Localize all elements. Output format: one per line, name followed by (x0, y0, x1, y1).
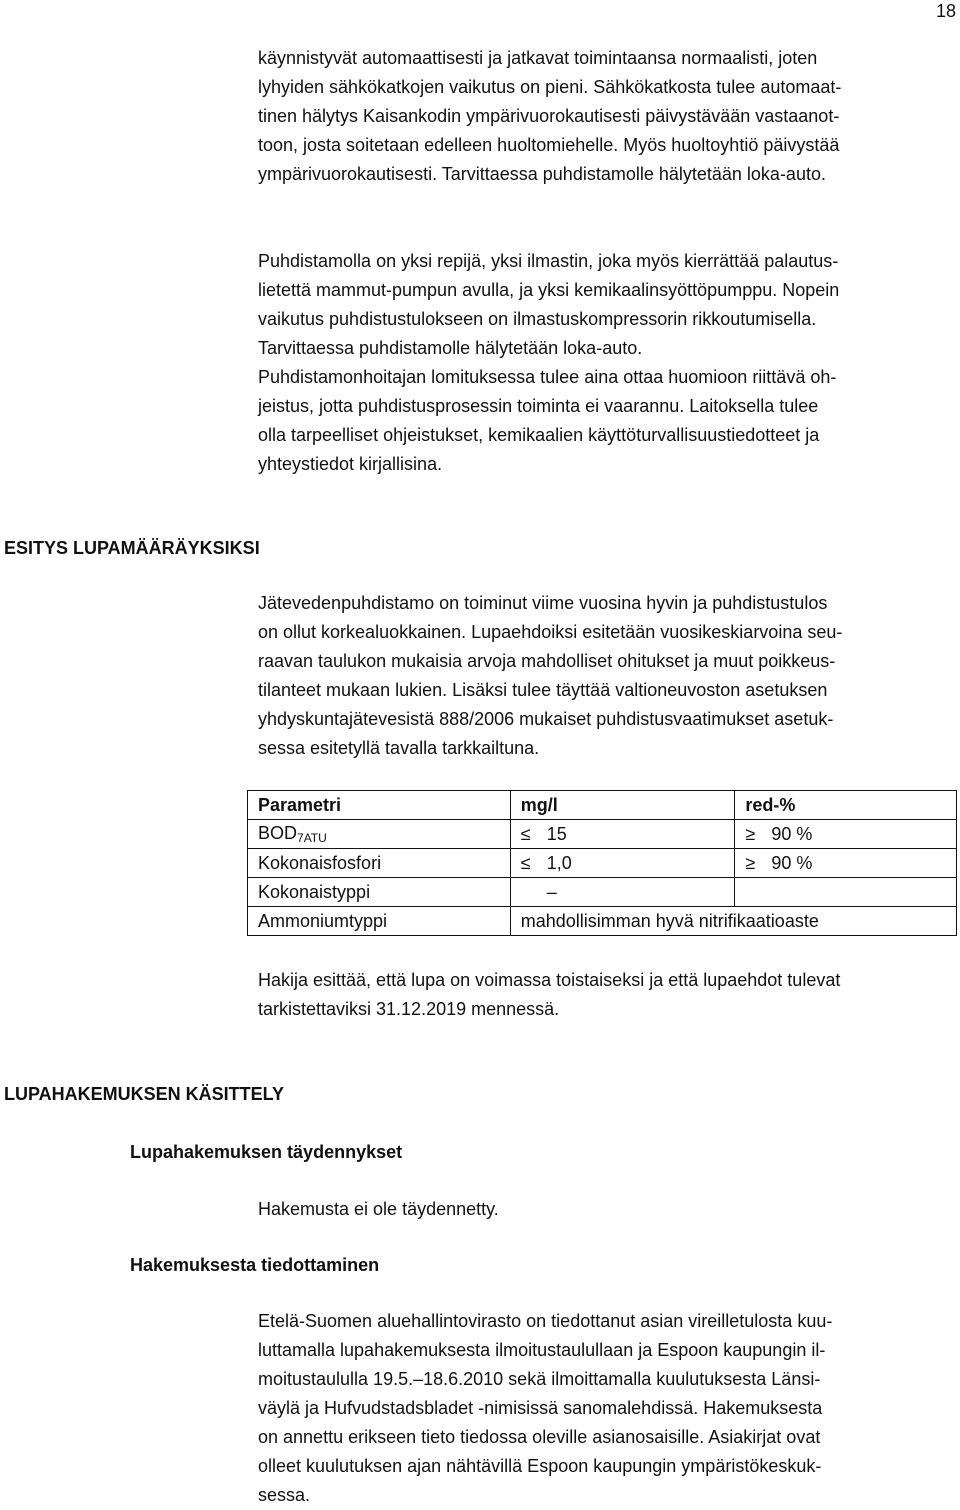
parameter-name: BOD (258, 823, 298, 843)
greater-equal-symbol: ≥ (745, 852, 756, 873)
mgl-value: mahdollisimman hyvä nitrifikaatioaste (520, 910, 819, 931)
intro-paragraph (258, 44, 956, 189)
text-line: toon, josta soitetaan edelleen huoltomiehelle. Myös huoltoyhtiö päivystää (258, 135, 840, 155)
column-header-reduction: red-% (735, 791, 957, 820)
text-line: vaikutus puhdistustulokseen on ilmastuskompressorin rikkoutumisella. (258, 309, 817, 329)
text-line: on annettu erikseen tieto tiedossa oleville asianosaisille. Asiakirjat ovat (258, 1427, 821, 1447)
table-row (248, 820, 957, 849)
text-line: olla tarpeelliset ohjeistukset, kemikaalien käyttöturvallisuustiedotteet ja (258, 425, 820, 445)
less-equal-symbol: ≤ (520, 823, 531, 844)
table-header-row (248, 791, 957, 820)
mgl-value: 1,0 (546, 852, 572, 873)
parameter-subscript: 7ATU (297, 831, 327, 845)
text-line: raavan taulukon mukaisia arvoja mahdolliset ohitukset ja muut poikkeus- (258, 651, 836, 671)
validity-paragraph (258, 966, 956, 1024)
reduction-cell (735, 849, 957, 878)
parameter-name: Kokonaistyppi (258, 881, 371, 902)
table-row (248, 878, 957, 907)
reduction-value: 90 % (771, 823, 813, 844)
parameter-cell (248, 907, 511, 936)
parameter-name: Ammoniumtyppi (258, 910, 388, 931)
reduction-value: 90 % (771, 852, 813, 873)
less-equal-symbol: ≤ (520, 852, 531, 873)
text-line: Puhdistamonhoitajan lomituksessa tulee aina ottaa huomioon riittävä oh- (258, 367, 837, 387)
permit-limits-table (247, 790, 957, 936)
mgl-cell (510, 878, 735, 907)
page-number: 18 (935, 1, 956, 21)
tiedottaminen-paragraph (258, 1307, 956, 1510)
text-line: yhdyskuntajätevesistä 888/2006 mukaiset puhdistusvaatimukset asetuk- (258, 709, 834, 729)
table-row (248, 907, 957, 936)
text-line: Tarvittaessa puhdistamolle hälytetään loka-auto. (258, 338, 643, 358)
text-line: moitustaululla 19.5.–18.6.2010 sekä ilmoittamalla kuulutuksesta Länsi- (258, 1369, 821, 1389)
text-line: olleet kuulutuksen ajan nähtävillä Espoon kaupungin ympäristökeskuk- (258, 1456, 822, 1476)
reduction-cell (735, 820, 957, 849)
parameter-cell (248, 878, 511, 907)
text-line: jeistus, jotta puhdistusprosessin toiminta ei vaarannu. Laitoksella tulee (258, 396, 819, 416)
table-row (248, 849, 957, 878)
text-line: on ollut korkealuokkainen. Lupaehdoiksi esitetään vuosikeskiarvoina seu- (258, 622, 843, 642)
parameter-cell (248, 849, 511, 878)
esitys-paragraph (258, 589, 956, 763)
mgl-cell (510, 820, 735, 849)
text-line: Hakija esittää, että lupa on voimassa toistaiseksi ja että lupaehdot tulevat (258, 970, 841, 990)
reduction-cell (735, 878, 957, 907)
text-line: yhteystiedot kirjallisina. (258, 454, 443, 474)
mgl-cell (510, 907, 956, 936)
text-line: sessa esitetyllä tavalla tarkkailtuna. (258, 738, 540, 758)
mgl-value: – (546, 881, 557, 902)
text-line: sessa. (258, 1485, 311, 1505)
text-line: tilanteet mukaan lukien. Lisäksi tulee täyttää valtioneuvoston asetuksen (258, 680, 828, 700)
text-line: väylä ja Hufvudstadsbladet -nimisissä sanomalehdissä. Hakemuksesta (258, 1398, 823, 1418)
text-line: lietettä mammut-pumpun avulla, ja yksi kemikaalinsyöttöpumppu. Nopein (258, 280, 840, 300)
mgl-value: 15 (546, 823, 567, 844)
text-line: lyhyiden sähkökatkojen vaikutus on pieni. Sähkökatkosta tulee automaat- (258, 77, 842, 97)
text-line: Jätevedenpuhdistamo on toiminut viime vuosina hyvin ja puhdistustulos (258, 593, 828, 613)
text-line: Etelä-Suomen aluehallintovirasto on tiedottanut asian vireilletulosta kuu- (258, 1311, 833, 1331)
text-line: käynnistyvät automaattisesti ja jatkavat toimintaansa normaalisti, joten (258, 48, 818, 68)
section-heading-esitys: ESITYS LUPAMÄÄRÄYKSIKSI (4, 538, 260, 558)
text-line: Puhdistamolla on yksi repijä, yksi ilmastin, joka myös kierrättää palautus- (258, 251, 839, 271)
greater-equal-symbol: ≥ (745, 823, 756, 844)
parameter-name: Kokonaisfosfori (258, 852, 382, 873)
subheading-taydennykset: Lupahakemuksen täydennykset (130, 1142, 403, 1162)
column-header-mgl: mg/l (510, 791, 735, 820)
column-header-parameter: Parametri (248, 791, 511, 820)
text-line: ympärivuorokautisesti. Tarvittaessa puhdistamolle hälytetään loka-auto. (258, 164, 826, 184)
text-line: tarkistettaviksi 31.12.2019 mennessä. (258, 999, 560, 1019)
parameter-cell (248, 820, 511, 849)
text-line: tinen hälytys Kaisankodin ympärivuorokautisesti päivystävään vastaanot- (258, 106, 840, 126)
text-line: Hakemusta ei ole täydennetty. (258, 1199, 499, 1219)
section-heading-kasittely: LUPAHAKEMUKSEN KÄSITTELY (4, 1084, 285, 1104)
taydennykset-paragraph (258, 1195, 956, 1224)
text-line: luttamalla lupahakemuksesta ilmoitustaulullaan ja Espoon kaupungin il- (258, 1340, 826, 1360)
subheading-tiedottaminen: Hakemuksesta tiedottaminen (130, 1255, 380, 1275)
mgl-cell (510, 849, 735, 878)
equipment-paragraph (258, 247, 956, 363)
substitution-paragraph (258, 363, 956, 479)
